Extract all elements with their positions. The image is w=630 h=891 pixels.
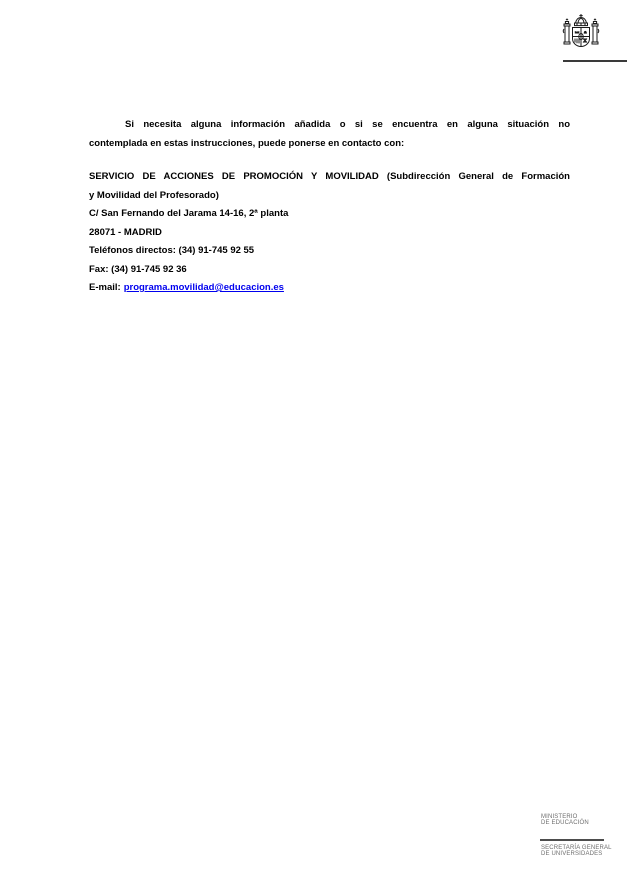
header-rule (563, 60, 627, 62)
secretariat-line-2: DE UNIVERSIDADES (541, 851, 603, 858)
contact-block (89, 168, 570, 298)
secretariat-label (541, 845, 612, 858)
service-name-line-2: y Movilidad del Profesorado) (89, 189, 219, 201)
email-label: E-mail: (89, 282, 121, 293)
email-link[interactable]: programa.movilidad@educacion.es (123, 282, 284, 293)
spain-coat-of-arms-icon (562, 13, 600, 55)
intro-line-2: contemplada en estas instrucciones, puede ponerse en contacto con: (89, 137, 405, 149)
address-line: C/ San Fernando del Jarama 14-16, 2ª planta (89, 208, 289, 219)
ministry-line-1: MINISTERIO (541, 814, 578, 820)
service-name-line-1: SERVICIO DE ACCIONES DE PROMOCIÓN Y MOVILIDAD (Subdirección General de Formación (89, 171, 570, 182)
postal-city-line: 28071 - MADRID (89, 226, 162, 238)
intro-line-1: Si necesita alguna información añadida o si se encuentra en alguna situación no (125, 119, 570, 130)
email-line (89, 279, 570, 298)
ministry-line-2: DE EDUCACIÓN (541, 820, 589, 827)
document-body (89, 116, 570, 298)
fax-line: Fax: (34) 91-745 92 36 (89, 263, 187, 275)
intro-paragraph (89, 116, 570, 153)
phone-line: Teléfonos directos: (34) 91-745 92 55 (89, 245, 255, 256)
secretariat-line-1: SECRETARÍA GENERAL (541, 845, 612, 851)
ministry-label (541, 814, 589, 827)
footer-rule (540, 839, 604, 841)
